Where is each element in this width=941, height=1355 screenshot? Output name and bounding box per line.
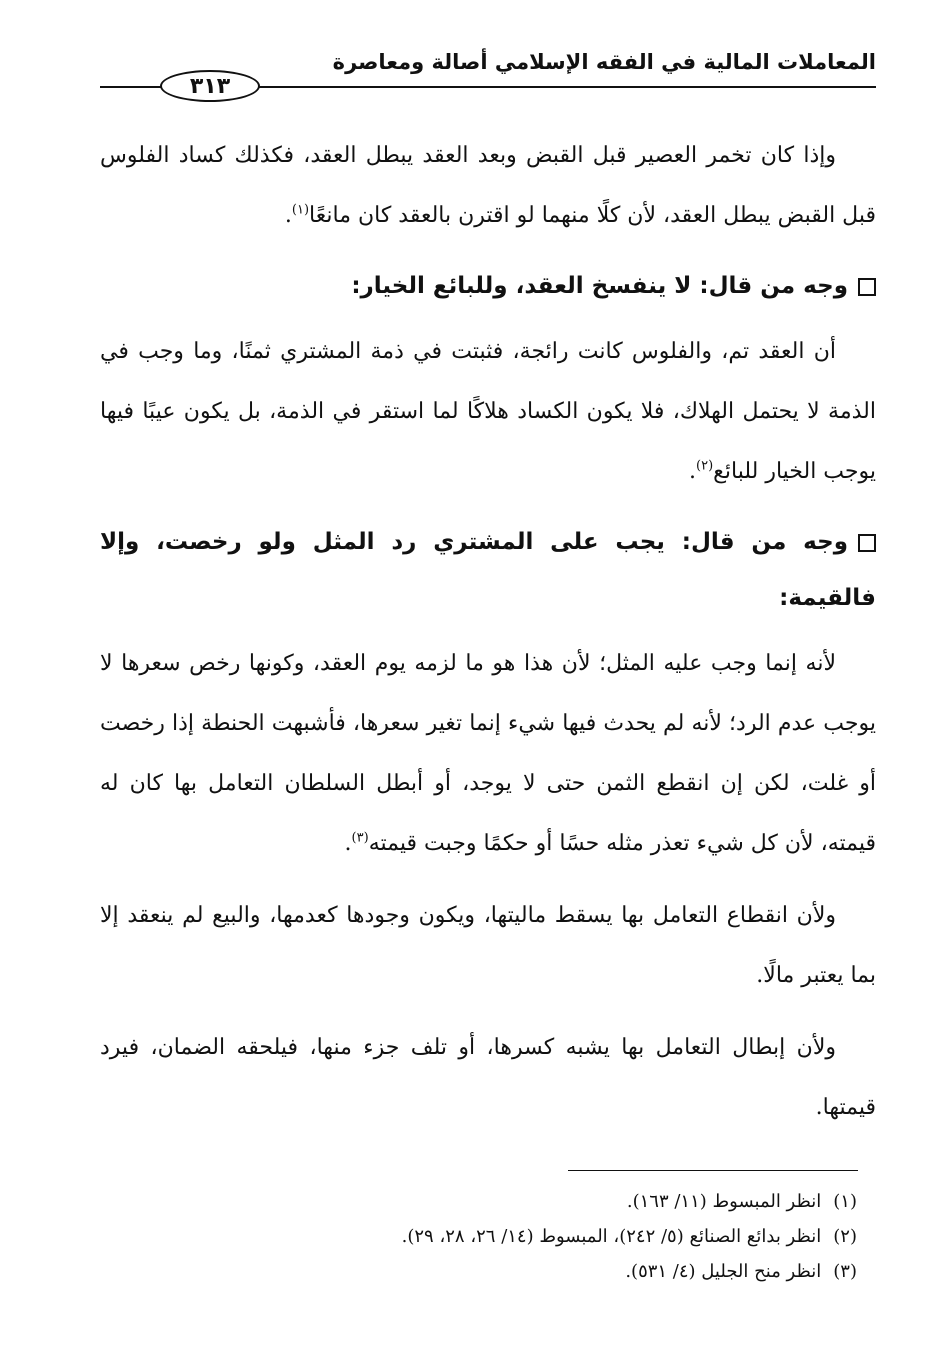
paragraph-4: ولأن انقطاع التعامل بها يسقط ماليتها، ويكون وجودها كعدمها، والبيع لم ينعقد إلا بما يعتبر مالًا.: [100, 903, 876, 988]
section-heading-1-text: وجه من قال: لا ينفسخ العقد، وللبائع الخيار:: [351, 273, 848, 299]
footnote-3: [157, 1254, 857, 1289]
footnote-number: (٣): [833, 1261, 857, 1282]
paragraph-5: ولأن إبطال التعامل بها يشبه كسرها، أو تلف جزء منها، فيلحقه الضمان، فيرد قيمتها.: [100, 1035, 876, 1120]
footnote-ref-1: (١): [291, 202, 310, 218]
page-number: ٣١٣: [160, 70, 260, 102]
footnotes: [157, 1184, 857, 1289]
footnote-ref-3: (٣): [351, 830, 369, 846]
square-bullet-icon: [858, 534, 876, 552]
footnote-1: [157, 1184, 857, 1219]
paragraph-1: [100, 126, 876, 246]
paragraph-2-end: .: [689, 459, 697, 484]
footnote-text: انظر المبسوط (١١/ ١٦٣).: [626, 1191, 822, 1212]
paragraph-1-text: وإذا كان تخمر العصير قبل القبض وبعد العقد يبطل العقد، فكذلك كساد الفلوس قبل القبض يبطل العقد، لأن كلًا منهما لو اقترن بالعقد كان مانعًا: [100, 143, 876, 228]
footnote-text: انظر بدائع الصنائع (٥/ ٢٤٢)، المبسوط (١٤/ ٢٦، ٢٨، ٢٩).: [401, 1226, 822, 1247]
paragraph-3: [100, 634, 876, 874]
footnote-2: [157, 1219, 857, 1254]
running-header: [100, 40, 876, 100]
paragraph-2: [100, 322, 876, 502]
paragraph-3-text: لأنه إنما وجب عليه المثل؛ لأن هذا هو ما لزمه يوم العقد، وكونها رخص سعرها لا يوجب عدم الرد؛ لأنه لم يحدث فيها شيء إنما تغير سعرها، فأشبهت الحنطة إذا رخصت أو غلت، لكن إن انقطع الثمن حتى لا يوجد، أو أبطل السلطان التعامل بها كان له قيمته، لأن كل شيء تعذر مثله حسًا أو حكمًا وجبت قيمته: [100, 651, 876, 856]
section-heading-2-text: وجه من قال: يجب على المشتري رد المثل ولو رخصت، وإلا فالقيمة:: [100, 529, 876, 611]
section-heading-2: [100, 514, 876, 626]
paragraph-2-text: أن العقد تم، والفلوس كانت رائجة، فثبتت في ذمة المشتري ثمنًا، وما وجب في الذمة لا يحتمل الهلاك، فلا يكون الكساد هلاكًا لما استقر في الذمة، بل يكون عيبًا فيها يوجب الخيار للبائع: [100, 339, 876, 484]
footnote-ref-2: (٢): [696, 458, 714, 474]
section-heading-1: [100, 258, 876, 314]
square-bullet-icon: [858, 278, 876, 296]
main-text: [100, 126, 876, 1150]
book-title: المعاملات المالية في الفقه الإسلامي أصالة ومعاصرة: [332, 50, 876, 74]
paragraph-3-end: .: [344, 831, 352, 856]
footnote-separator: [568, 1170, 858, 1171]
footnote-number: (١): [833, 1191, 857, 1212]
footnote-number: (٢): [833, 1226, 857, 1247]
footnote-text: انظر منح الجليل (٤/ ٥٣١).: [625, 1261, 822, 1282]
paragraph-1-end: .: [284, 203, 292, 228]
